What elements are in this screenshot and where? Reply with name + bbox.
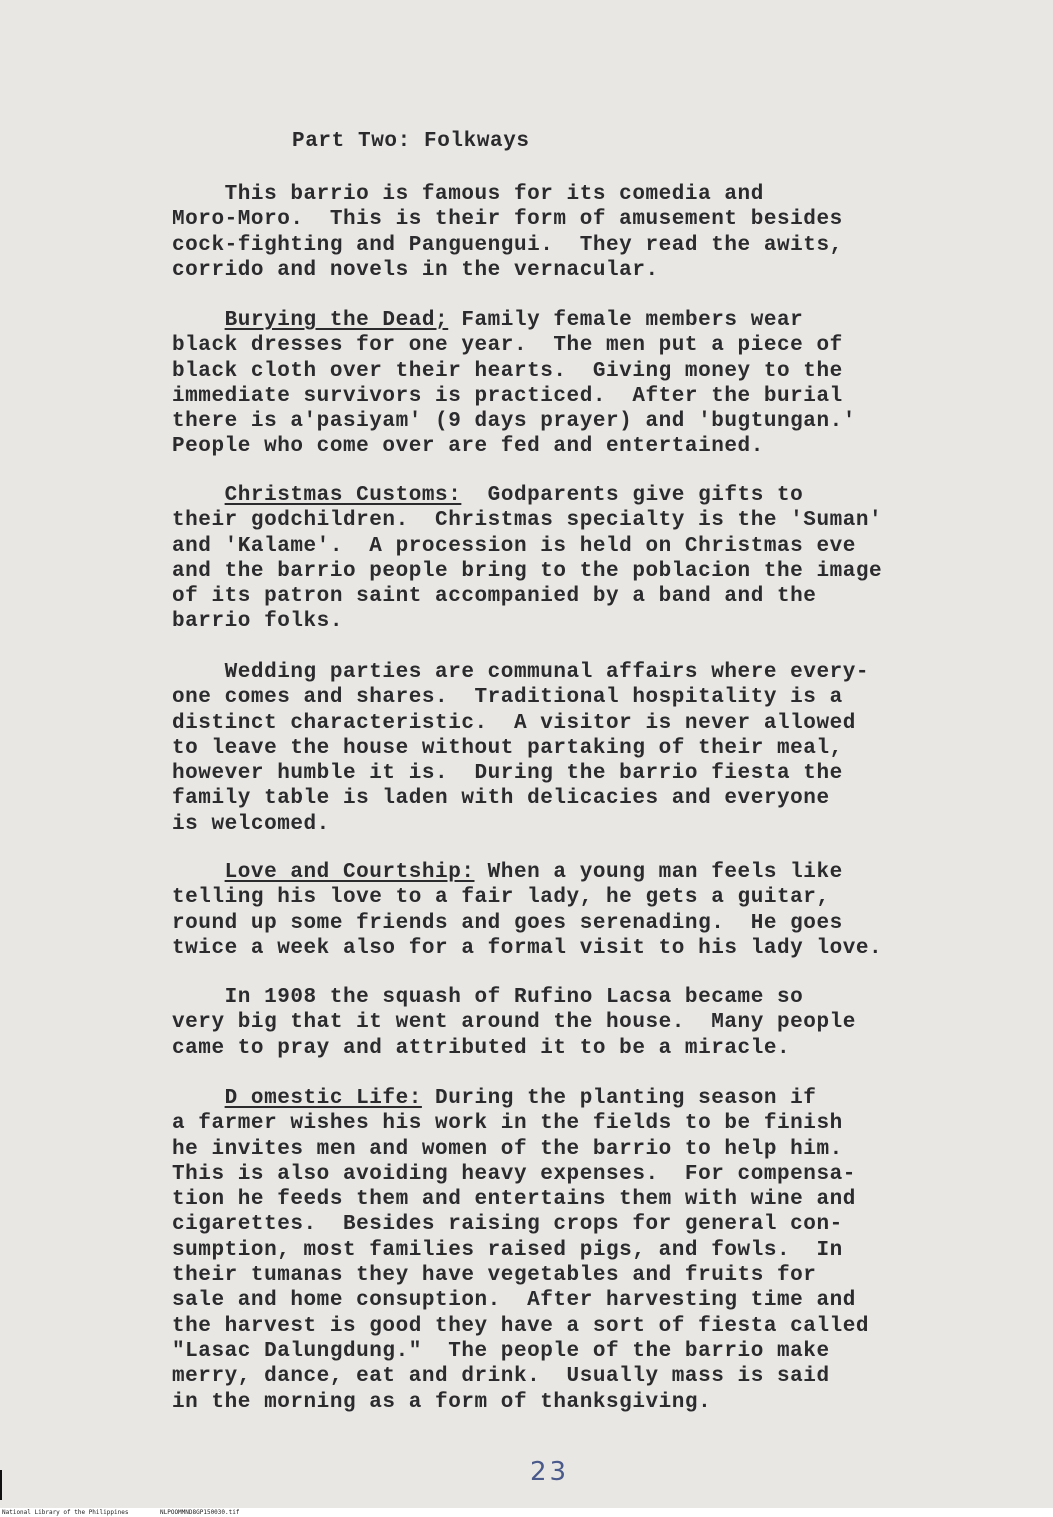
text-line: telling his love to a fair lady, he gets a guitar, <box>172 886 830 910</box>
text-line: their godchildren. Christmas specialty is the 'Suman' <box>172 509 883 533</box>
subheading-burying-the-dead: Burying the Dead; <box>224 309 449 332</box>
text-line: Burying the Dead; Family female members wear <box>224 309 804 332</box>
paragraph-burying-the-dead <box>172 308 856 460</box>
text-line: cock-fighting and Panguengui. They read the awits, <box>172 233 843 257</box>
text-line: This barrio is famous for its comedia and <box>172 183 764 206</box>
text-line: however humble it is. During the barrio fiesta the <box>172 762 843 786</box>
text-line: black dresses for one year. The men put a piece of <box>172 334 843 358</box>
paragraph-christmas-customs <box>172 483 882 635</box>
page-number: 23 <box>530 1457 570 1487</box>
text-line: and the barrio people bring to the poblacion the image <box>172 559 883 583</box>
text-line: in the morning as a form of thanksgiving. <box>172 1390 712 1414</box>
text-line: distinct characteristic. A visitor is never allowed <box>172 711 856 735</box>
text-line: D omestic Life: During the planting season if <box>224 1087 817 1110</box>
text-line: Love and Courtship: When a young man feels like <box>224 861 843 884</box>
text-line: is welcomed. <box>172 812 330 836</box>
text-line: one comes and shares. Traditional hospitality is a <box>172 686 843 710</box>
text-line: of its patron saint accompanied by a band and the <box>172 585 817 609</box>
text-line: a farmer wishes his work in the fields to be finish <box>172 1112 843 1136</box>
text-line: there is a'pasiyam' (9 days prayer) and 'bugtungan.' <box>172 410 856 434</box>
text-line: Wedding parties are communal affairs where every- <box>172 661 870 684</box>
text-line: Christmas Customs: Godparents give gifts to <box>224 484 804 507</box>
text-line: and 'Kalame'. A procession is held on Christmas eve <box>172 534 856 558</box>
text-line: People who come over are fed and entertained. <box>172 435 764 459</box>
scan-edge-mark <box>0 1470 2 1500</box>
subheading-christmas-customs: Christmas Customs: <box>224 484 462 507</box>
text-line: he invites men and women of the barrio to help him. <box>172 1137 843 1161</box>
text-line: their tumanas they have vegetables and fruits for <box>172 1264 817 1288</box>
text-line: sale and home consuption. After harvesting time and <box>172 1289 856 1313</box>
footer-file-name: NLPOOMMND8GP150030.tif <box>160 1509 240 1516</box>
paragraph-love-and-courtship <box>172 860 882 961</box>
footer-library-name: National Library of the Philippines <box>2 1509 129 1516</box>
paragraph-intro <box>172 182 843 283</box>
text-line: cigarettes. Besides raising crops for general con- <box>172 1213 843 1237</box>
text-line: "Lasac Dalungdung." The people of the barrio make <box>172 1339 830 1363</box>
text-line: family table is laden with delicacies and everyone <box>172 787 830 811</box>
text-line: to leave the house without partaking of their meal, <box>172 736 843 760</box>
text-line: barrio folks. <box>172 610 343 634</box>
text-line: black cloth over their hearts. Giving money to the <box>172 359 843 383</box>
text-line: In 1908 the squash of Rufino Lacsa became so <box>172 986 804 1009</box>
text-line: the harvest is good they have a sort of fiesta called <box>172 1314 870 1338</box>
text-line: twice a week also for a formal visit to his lady love. <box>172 936 883 960</box>
subheading-domestic-life: D omestic Life: <box>224 1087 422 1110</box>
text-line: corrido and novels in the vernacular. <box>172 258 659 282</box>
text-line: merry, dance, eat and drink. Usually mass is said <box>172 1365 830 1389</box>
text-line: sumption, most families raised pigs, and fowls. In <box>172 1238 843 1262</box>
text-line: round up some friends and goes serenading. He goes <box>172 911 843 935</box>
text-line: This is also avoiding heavy expenses. For compensa- <box>172 1162 856 1186</box>
paragraph-domestic-life <box>172 1086 869 1415</box>
text-line: very big that it went around the house. Many people <box>172 1011 856 1035</box>
section-heading: Part Two: Folkways <box>292 130 530 153</box>
text-line: tion he feeds them and entertains them with wine and <box>172 1188 856 1212</box>
subheading-love-and-courtship: Love and Courtship: <box>224 861 475 884</box>
text-line: immediate survivors is practiced. After the burial <box>172 384 843 408</box>
paragraph-wedding-parties <box>172 660 869 837</box>
text-line: Moro-Moro. This is their form of amusement besides <box>172 208 843 232</box>
text-line: came to pray and attributed it to be a miracle. <box>172 1036 791 1060</box>
paragraph-squash-miracle <box>172 985 856 1061</box>
scan-footer-bar <box>0 1508 1053 1517</box>
